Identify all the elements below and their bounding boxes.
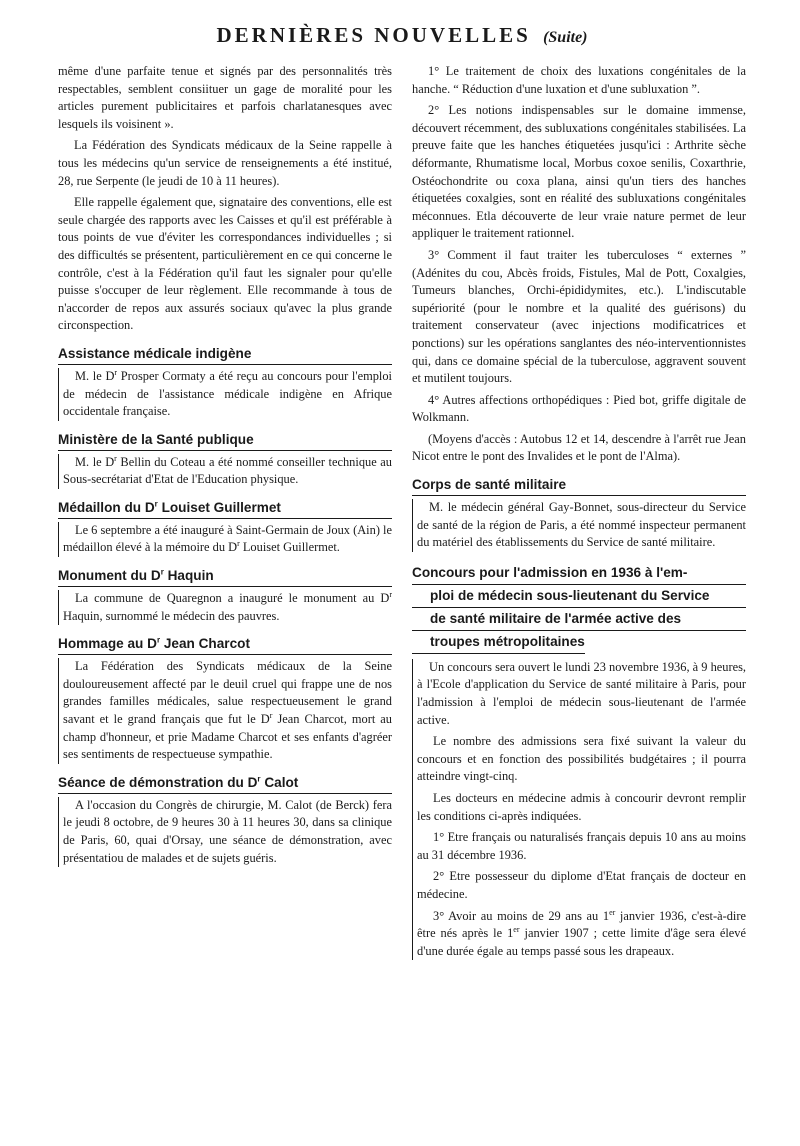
- section-title-assistance: Assistance médicale indigène: [58, 345, 392, 365]
- concours-paragraph: Un concours sera ouvert le lundi 23 novembre 1936, à 9 heures, à l'Ecole d'application du Service de santé militaire à Paris, pour l'admission à l'emploi de médecin sous-lieutenant de l'armée active.: [417, 659, 746, 727]
- superscript: r: [154, 499, 158, 509]
- concours-title-line: de santé militaire de l'armée active des: [412, 608, 746, 631]
- text-run: Prosper Cormaty a été reçu au concours pour l'emploi de médecin de l'assistance médicale indigène en Afrique occidentale française.: [63, 368, 392, 419]
- text-run: Haquin: [163, 568, 214, 584]
- monument-paragraph: [63, 590, 392, 625]
- section-title-corps: Corps de santé militaire: [412, 476, 746, 496]
- superscript: r: [156, 635, 161, 645]
- right-intro-paragraph: 3° Comment il faut traiter les tuberculoses “ externes ” (Adénites du cou, Abcès froids, Fistules, Mal de Pott, Coxalgies, Tumeurs blanches, Orchi-épididymites, etc.). L'indiscutable supériorité (pour le nombre et la qualité des guérisons) du traitement conservateur (avec injections modificatrices et ponctions) sur les opérations sanglantes des néo-interventionnistes qui, dans ce domaine spécial de la tuberculose, aggravent souvent et mutilent toujours.: [412, 247, 746, 386]
- header-title: DERNIÈRES NOUVELLES: [216, 23, 531, 47]
- text-run: Jean Charcot, mort au champ d'honneur, et prie Madame Charcot et ses enfants d'agréer ses sentiments de respectueuse sympathie.: [63, 712, 392, 762]
- superscript: r: [160, 567, 164, 577]
- text-run: M. le D: [75, 454, 115, 469]
- section-body-ministere: [58, 454, 392, 489]
- concours-title-line: ploi de médecin sous-lieutenant du Service: [412, 585, 746, 608]
- section-body-medaillon: [58, 522, 392, 557]
- concours-paragraph: 1° Etre français ou naturalisés français depuis 10 ans au moins au 31 décembre 1936.: [417, 830, 746, 862]
- columns: [58, 63, 746, 964]
- right-intro-paragraph: 1° Le traitement de choix des luxations congénitales de la hanche. “ Réduction d'une luxation et d'une subluxation ”.: [412, 64, 746, 96]
- text-run: Calot: [260, 774, 299, 790]
- section-title-hommage: [58, 635, 392, 655]
- assistance-paragraph: [63, 368, 392, 421]
- text-run: La Fédération des Syndicats médicaux de la Seine douloureusement affecté par le deuil cruel qui frappe une de nos grandes familles médicales, salue respectueusement le grand savant et le grand français que fut le D: [63, 659, 392, 727]
- superscript: r: [114, 453, 117, 463]
- text-run: 3° Avoir au moins de 29 ans au 1: [433, 908, 610, 923]
- text-run: janvier 1907 ; cette limite d'âge sera élevé d'une durée égale au temps passé sous les drapeaux.: [417, 926, 746, 958]
- text-run: Séance de démonstration du D: [58, 774, 258, 790]
- page-header: [58, 22, 746, 51]
- text-run: M. le D: [75, 368, 115, 383]
- text-run: La commune de Quaregnon a inauguré le monument au D: [75, 591, 390, 606]
- section-title-medaillon: [58, 499, 392, 519]
- text-run: Hommage au D: [58, 636, 157, 652]
- section-title-concours: [412, 562, 746, 654]
- left-intro-paragraph: Elle rappelle également que, signataire des conventions, elle est seule chargée des rapports avec les Caisses et qu'il est préférable à tous points de vue d'éviter les correspondances individuelles ; si des difficultés se présentent, particulièrement en ce qui concerne le contrôle, c'est à la Fédération qu'il faut les signaler pour qu'elle puisse s'occuper de leur règlement. Elle recommande à tous de n'accorder de repos aux assurés sociaux qu'avec la plus grande circonspection.: [58, 195, 392, 333]
- text-run: Médaillon du D: [58, 499, 155, 515]
- superscript: r: [237, 539, 240, 549]
- section-body-monument: [58, 590, 392, 625]
- section-title-seance: [58, 774, 392, 794]
- left-intro-paragraph: même d'une parfaite tenue et signés par des personnalités très respectables, semblent consiituer un gage de moralité pour les articles purement publicitaires et parfois charlatanesques avec lesquels ils voisinent ».: [58, 64, 392, 131]
- section-body-seance: [58, 797, 392, 867]
- section-title-monument: [58, 567, 392, 587]
- ministere-paragraph: [63, 454, 392, 489]
- right-column: [412, 63, 746, 964]
- text-run: Le 6 septembre a été inauguré à Saint-Germain de Joux (Ain) le médaillon élevé à la mémoire du D: [63, 522, 392, 555]
- text-run: Monument du D: [58, 568, 161, 584]
- medaillon-paragraph: [63, 522, 392, 557]
- section-body-concours: [412, 659, 746, 961]
- text-run: Bellin du Coteau a été nommé conseiller technique au Sous-secrétariat d'Etat de l'Education physique.: [63, 454, 392, 487]
- superscript: er: [513, 925, 520, 935]
- right-intro-paragraph: 2° Les notions indispensables sur le domaine immense, découvert récemment, des subluxations congénitales stabilisées. La preuve faite que les hanches étiquetées jusqu'ici : Arthrite sèche déformante, Rhumatisme local, Morbus coxoe senilis, Coxarthrie, Ostéochondrite ou coxa plana, ainsi qu'un tiers des hanches étiquetées coxalgies, sont en réalité des subluxations congénitales méconnues. Etla découverte de leur vraie nature permet de leur appliquer le traitement rationnel.: [412, 103, 746, 241]
- left-intro-paragraph: La Fédération des Syndicats médicaux de la Seine rappelle à tous les médecins qu'un service de renseignements a été institué, 28, rue Serpente (le jeudi de 10 à 11 heures).: [58, 138, 392, 188]
- concours-title-line: troupes métropolitaines: [412, 631, 585, 654]
- concours-paragraph: [417, 908, 746, 961]
- hommage-paragraph: [63, 658, 392, 764]
- section-body-corps: [412, 499, 746, 552]
- concours-paragraph: Le nombre des admissions sera fixé suivant la valeur du concours et en fonction des possibilités budgétaires ; il pourra atteindre vingt-cinq.: [417, 734, 746, 784]
- concours-paragraph: 2° Etre possesseur du diplome d'Etat français de docteur en médecine.: [417, 869, 746, 901]
- superscript: er: [609, 907, 616, 917]
- section-body-hommage: [58, 658, 392, 764]
- header-suite: (Suite): [543, 29, 588, 46]
- text-run: Jean Charcot: [160, 636, 250, 652]
- superscript: r: [114, 367, 118, 377]
- seance-paragraph: A l'occasion du Congrès de chirurgie, M. Calot (de Berck) fera le jeudi 8 octobre, de 9 heures 30 à 11 heures 30, dans sa clinique de Paris, 60, quai d'Orsay, une séance de démonstration, avec présentatiou de malades et de sujets guéris.: [63, 797, 392, 865]
- superscript: r: [269, 710, 273, 720]
- right-intro-paragraph: (Moyens d'accès : Autobus 12 et 14, descendre à l'arrêt rue Jean Nicot entre le pont des Invalides et le pont de l'Alma).: [412, 431, 746, 464]
- corps-paragraph: M. le médecin général Gay-Bonnet, sous-directeur du Service de santé de la région de Paris, a été nommé inspecteur permanent du matériel des établissements du Service de santé militaire.: [417, 500, 746, 550]
- concours-title-line: Concours pour l'admission en 1936 à l'em-: [412, 562, 746, 585]
- concours-paragraph: Les docteurs en médecine admis à concourir devront remplir les conditions ci-après indiquées.: [417, 791, 746, 823]
- superscript: r: [257, 774, 261, 784]
- section-body-assistance: [58, 368, 392, 421]
- section-title-ministere: Ministère de la Santé publique: [58, 431, 392, 451]
- text-run: Louiset Guillermet.: [239, 540, 340, 555]
- text-run: janvier 1936, c'est-à-dire être nés après le 1: [417, 908, 746, 941]
- text-run: Haquin, surnommé le médecin des pauvres.: [63, 608, 280, 623]
- text-run: Louiset Guillermet: [157, 499, 281, 515]
- superscript: r: [389, 589, 392, 599]
- right-intro-paragraph: 4° Autres affections orthopédiques : Pied bot, griffe digitale de Wolkmann.: [412, 392, 746, 425]
- left-column: [58, 63, 392, 964]
